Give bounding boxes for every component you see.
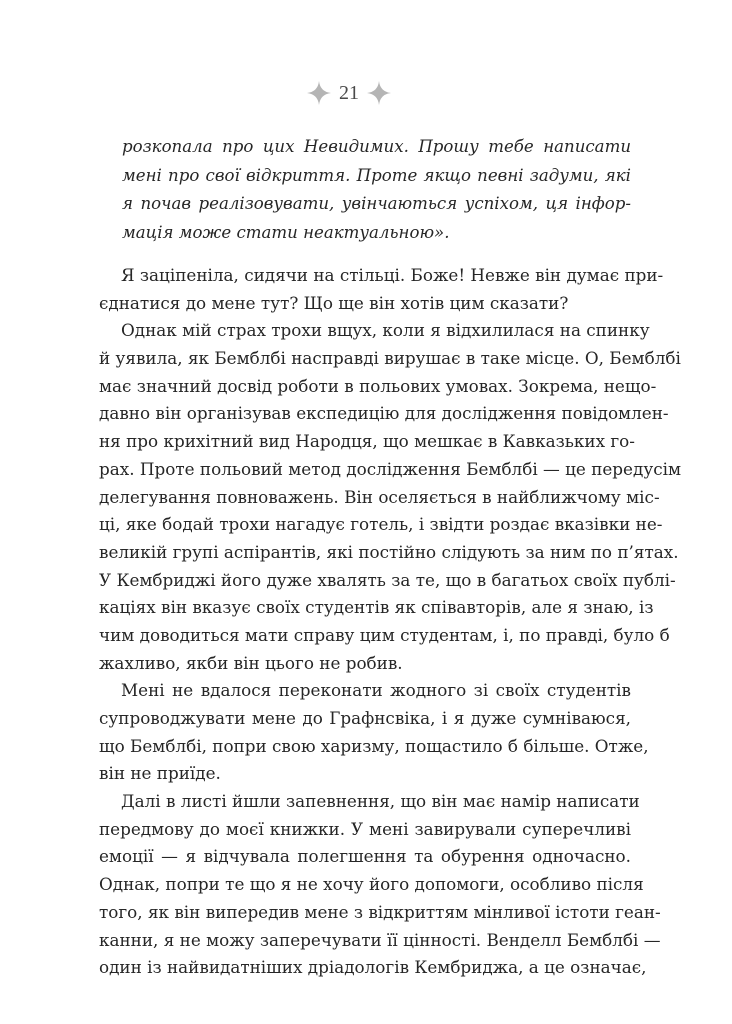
text-line: ці, яке бодай трохи нагадує готель, і звідти роздає вказівки не-: [99, 514, 663, 535]
text-line: Я заціпеніла, сидячи на стільці. Боже! Невже він думає при-: [121, 265, 664, 285]
quote-line: мація може стати неактуальною».: [122, 222, 450, 242]
text-line: ня про крихітний вид Народця, що мешкає в Кавказьких го-: [99, 431, 635, 452]
letter-quote: [122, 133, 631, 247]
text-line: давно він організував експедицію для дослідження повідомлен-: [99, 403, 669, 424]
text-line: супроводжувати мене до Графнсвіка, і я дуже сумніваюся,: [99, 708, 631, 728]
text-line: рах. Проте польовий метод дослідження Бемблбі — це передусім: [99, 458, 682, 479]
text-line: каціях він вказує своїх студентів як співавторів, але я знаю, із: [99, 597, 654, 618]
text-line: й уявила, як Бемблбі насправді вирушає в таке місце. О, Бемблбі: [99, 348, 681, 369]
text-line: Однак мій страх трохи вщух, коли я відхилилася на спинку: [121, 320, 650, 341]
text-line: Однак, попри те що я не хочу його допомоги, особливо після: [99, 874, 644, 895]
text-line: єднатися до мене тут? Що ще він хотів цим сказати?: [99, 292, 569, 313]
text-line: передмову до моєї книжки. У мені завирували суперечливі: [99, 818, 631, 839]
text-line: що Бемблбі, попри свою харизму, пощастило б більше. Отже,: [99, 735, 649, 756]
four-point-star-icon: [307, 81, 331, 105]
text-line: емоції — я відчувала полегшення та обурення одночасно.: [99, 846, 631, 867]
text-line: канни, я не можу заперечувати її цінності. Венделл Бемблбі —: [99, 929, 661, 950]
four-point-star-icon: [367, 81, 391, 105]
text-line: Далі в листі йшли запевнення, що він має намір написати: [121, 791, 640, 812]
page-number: 21: [339, 82, 359, 104]
text-line: він не приїде.: [99, 763, 221, 784]
text-line: того, як він випередив мене з відкриттям мінливої істоти геан-: [99, 901, 661, 922]
text-line: має значний досвід роботи в польових умовах. Зокрема, нещо-: [99, 375, 657, 396]
quote-line: мені про свої відкриття. Проте якщо певні задуми, які: [122, 165, 631, 185]
text-line: чим доводиться мати справу цим студентам, і, по правді, було б: [99, 624, 670, 645]
quote-line: розкопала про цих Невидимих. Прошу тебе написати: [122, 137, 631, 156]
quote-line: я почав реалізовувати, увінчаються успіхом, ця інфор-: [122, 194, 631, 214]
text-line: великій групі аспірантів, які постійно слідують за ним по п’ятах.: [99, 541, 679, 562]
text-line: один із найвидатніших дріадологів Кембриджа, а це означає,: [99, 957, 647, 978]
text-line: Мені не вдалося переконати жодного зі своїх студентів: [121, 680, 631, 701]
text-line: делегування повноважень. Він оселяється в найближчому міс-: [99, 486, 660, 507]
text-line: У Кембриджі його дуже хвалять за те, що в багатьох своїх публі-: [99, 569, 676, 590]
body-text: [99, 262, 682, 982]
page-header: [0, 78, 732, 110]
text-line: жахливо, якби він цього не робив.: [99, 652, 403, 673]
